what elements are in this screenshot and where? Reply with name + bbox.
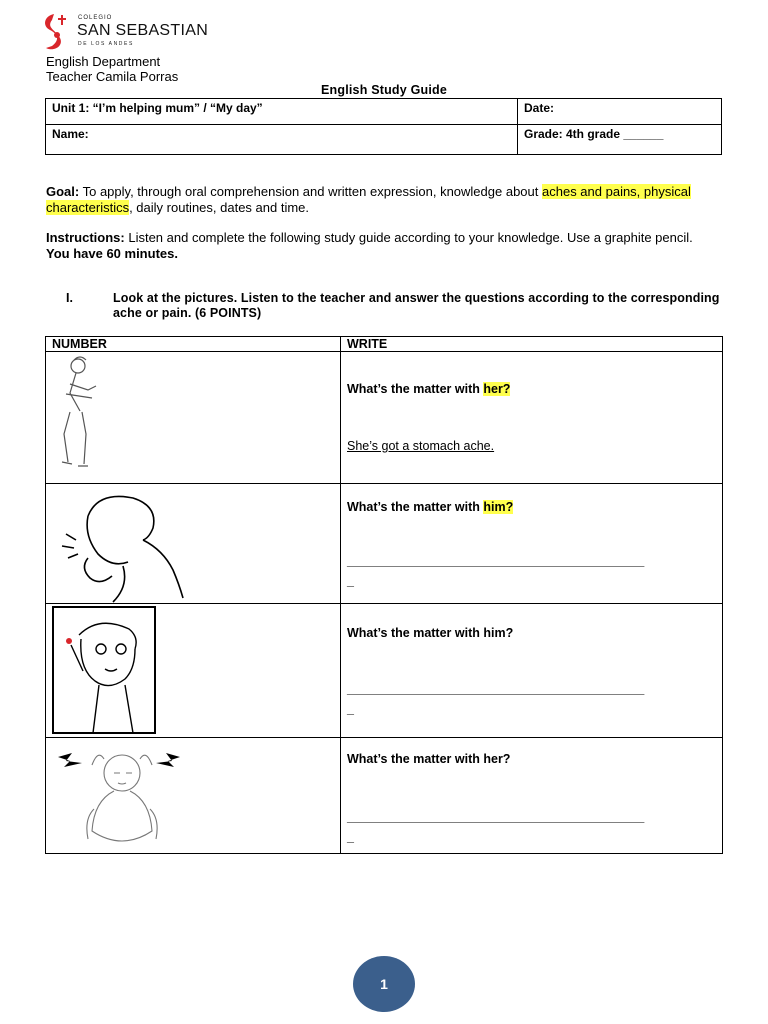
stomach-ache-woman-icon xyxy=(48,354,198,484)
fever-boy-icon xyxy=(51,605,161,735)
school-crest-icon xyxy=(40,12,74,52)
question-text xyxy=(347,500,513,514)
table-row xyxy=(46,484,723,604)
table-row xyxy=(46,352,723,484)
question-prefix: What’s the matter with xyxy=(347,500,484,514)
picture-cell xyxy=(46,604,341,738)
instructions-label: Instructions: xyxy=(46,230,125,245)
section-instruction: Look at the pictures. Listen to the teacher and answer the questions according to the corresponding ache or pain. (6 POINTS) xyxy=(113,291,720,320)
answer-line-tail: _ xyxy=(347,830,354,844)
picture-cell xyxy=(46,484,341,604)
question-highlight: him? xyxy=(483,500,514,514)
instructions-time: You have 60 minutes. xyxy=(46,246,178,261)
answer-line[interactable]: ______________________________________________ xyxy=(347,810,644,824)
school-logo xyxy=(40,12,220,52)
teacher-name: Teacher Camila Porras xyxy=(46,69,179,84)
write-cell xyxy=(341,484,723,604)
question-table xyxy=(45,336,723,854)
name-field[interactable]: Name: xyxy=(46,125,518,155)
picture-cell xyxy=(46,738,341,854)
goal-paragraph xyxy=(46,184,716,216)
goal-text-1: To apply, through oral comprehension and written expression, knowledge about xyxy=(79,184,542,199)
question-prefix: What’s the matter with xyxy=(347,382,484,396)
department-info xyxy=(46,54,178,84)
col-header-number: NUMBER xyxy=(46,337,341,352)
goal-highlight: aches and pains, physical characteristics xyxy=(46,184,691,215)
question-text xyxy=(347,382,510,396)
answer-line[interactable]: ______________________________________________ xyxy=(347,554,644,568)
page-number-badge: 1 xyxy=(353,956,415,1012)
question-highlight: her? xyxy=(483,382,511,396)
question-text: What’s the matter with her? xyxy=(347,752,511,766)
question-text: What’s the matter with him? xyxy=(347,626,514,640)
date-field[interactable]: Date: xyxy=(518,99,722,125)
goal-text-2: , daily routines, dates and time. xyxy=(129,200,310,215)
instructions-text: Listen and complete the following study guide according to your knowledge. Use a graphite pencil. xyxy=(124,230,693,245)
answer-line-tail: _ xyxy=(347,702,354,716)
answer-line[interactable]: ______________________________________________ xyxy=(347,682,644,696)
grade-field[interactable]: Grade: 4th grade ______ xyxy=(518,125,722,155)
answer-line-tail: _ xyxy=(347,574,354,588)
instructions-paragraph xyxy=(46,230,716,262)
page-title: English Study Guide xyxy=(320,83,448,97)
department-name: English Department xyxy=(46,54,161,69)
write-cell xyxy=(341,604,723,738)
goal-label: Goal: xyxy=(46,184,80,199)
cough-man-icon xyxy=(48,486,198,604)
logo-school-name: SAN SEBASTIAN xyxy=(77,22,209,39)
section-number: I. xyxy=(66,291,73,305)
logo-colegio: COLEGIO xyxy=(78,15,113,21)
col-header-write: WRITE xyxy=(341,337,723,352)
example-answer: She’s got a stomach ache. xyxy=(347,439,495,453)
picture-cell xyxy=(46,352,341,484)
table-row xyxy=(46,604,723,738)
table-row xyxy=(46,738,723,854)
headache-woman-icon xyxy=(54,739,194,853)
write-cell xyxy=(341,352,723,484)
logo-subtitle: DE LOS ANDES xyxy=(78,41,134,47)
write-cell xyxy=(341,738,723,854)
unit-cell: Unit 1: “I’m helping mum” / “My day” xyxy=(46,99,518,125)
info-table xyxy=(45,98,722,155)
